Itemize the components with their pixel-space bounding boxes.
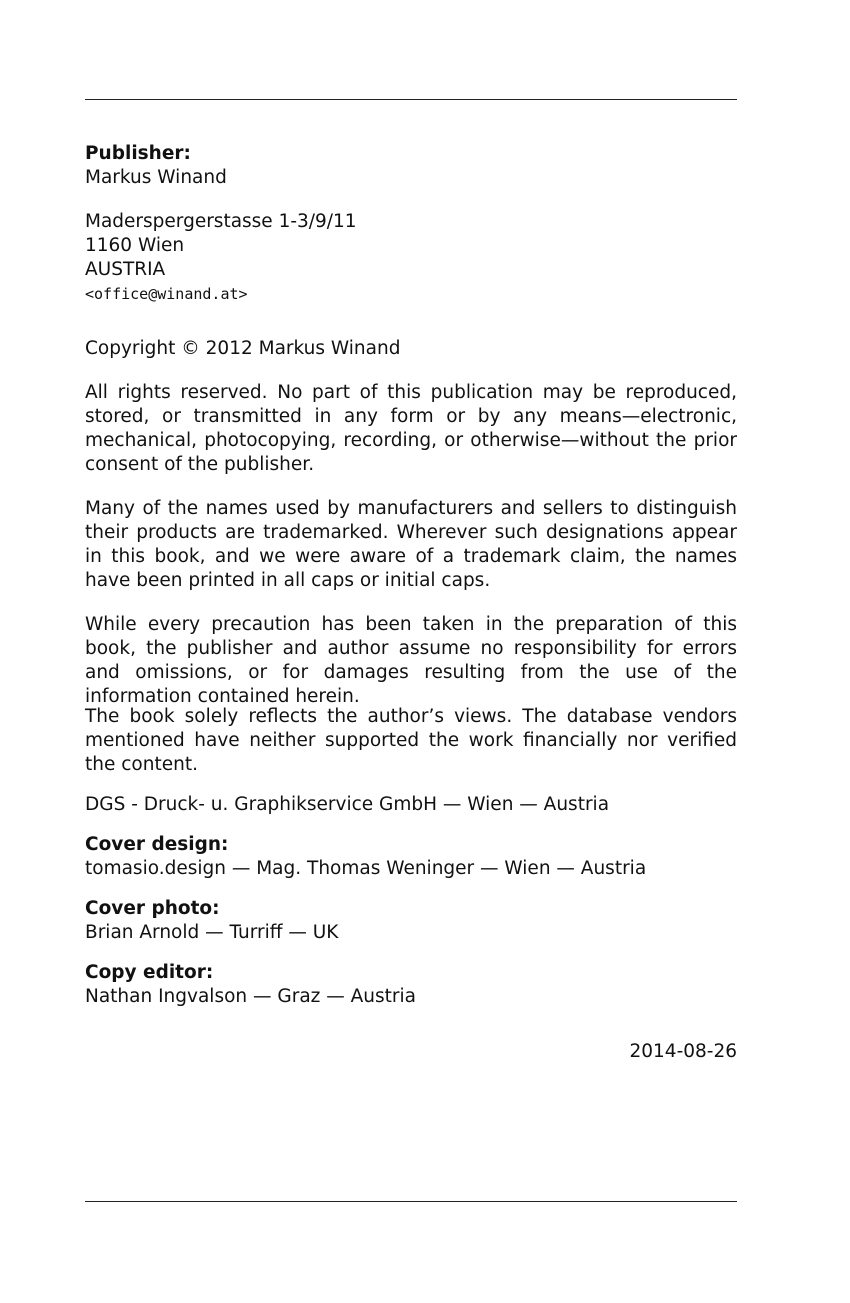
print-date: 2014-08-26 (629, 1041, 737, 1062)
cover-photo-block (85, 897, 737, 945)
cover-photo-value: Brian Arnold — Turriff — UK (85, 922, 339, 943)
trademarks-paragraph: Many of the names used by manufacturers and sellers to distinguish their products are trademarked. Wherever such designations appear in this book, and we were aware of a trademark claim, the names have been printed in all caps or initial caps. (85, 498, 737, 591)
top-rule (85, 99, 737, 100)
cover-design-value: tomasio.design — Mag. Thomas Weninger — Wien — Austria (85, 858, 647, 879)
copyright-page (85, 0, 737, 1303)
views-paragraph: The book solely reflects the author’s views. The database vendors mentioned have neither supported the work financially nor verified the content. (85, 706, 737, 775)
cover-photo-label: Cover photo: (85, 898, 220, 919)
address-country: AUSTRIA (85, 259, 166, 280)
precaution-paragraph: While every precaution has been taken in the preparation of this book, the publisher and author assume no responsibility for errors and omissions, or for damages resulting from the use of the information contained herein. (85, 614, 737, 707)
copy-editor-label: Copy editor: (85, 962, 214, 983)
rights-paragraph-block (85, 381, 737, 477)
cover-design-block (85, 833, 737, 881)
address-street: Maderspergerstasse 1-3/9/11 (85, 211, 357, 232)
printer-text: DGS - Druck- u. Graphikservice GmbH — Wien — Austria (85, 794, 610, 815)
precaution-paragraph-block (85, 613, 737, 709)
publisher-label: Publisher: (85, 143, 191, 164)
trademarks-paragraph-block (85, 497, 737, 593)
copy-editor-value: Nathan Ingvalson — Graz — Austria (85, 986, 416, 1007)
address-city: 1160 Wien (85, 235, 185, 256)
views-paragraph-block (85, 705, 737, 777)
printer-block (85, 793, 737, 817)
copyright-notice (85, 337, 737, 361)
publisher-block (85, 142, 737, 190)
bottom-rule (85, 1201, 737, 1202)
cover-design-label: Cover design: (85, 834, 229, 855)
rights-paragraph: All rights reserved. No part of this publication may be reproduced, stored, or transmitted in any form or by any means—electronic, mechanical, photocopying, recording, or otherwise—without the prior consent of the publisher. (85, 382, 737, 475)
copyright-text: Copyright © 2012 Markus Winand (85, 338, 401, 359)
copy-editor-block (85, 961, 737, 1009)
address-block (85, 210, 737, 306)
publisher-email: <office@winand.at> (85, 285, 248, 303)
publisher-name: Markus Winand (85, 167, 227, 188)
